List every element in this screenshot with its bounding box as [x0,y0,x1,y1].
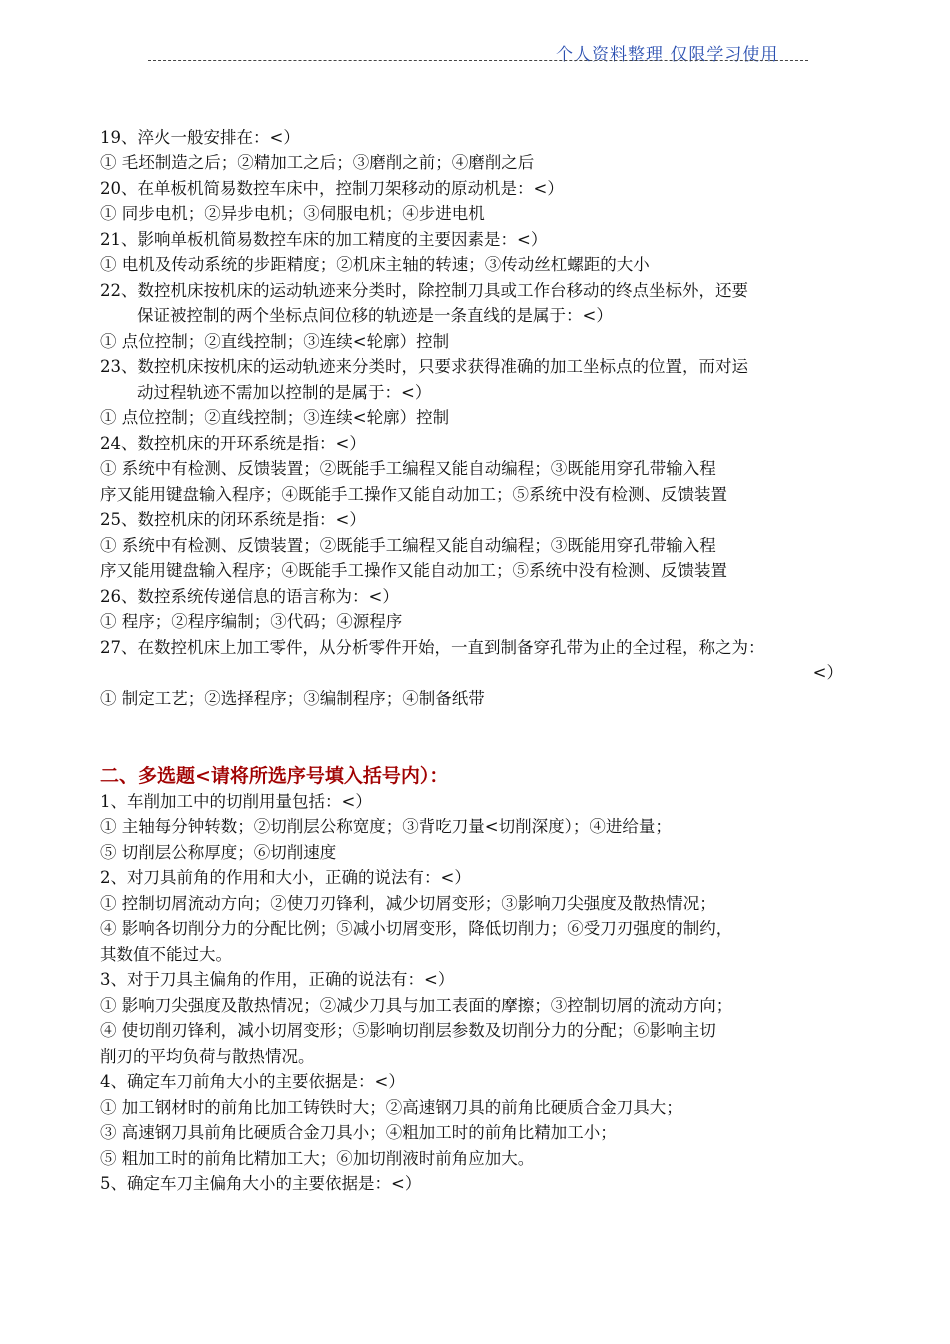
page-header: 个人资料整理 仅限学习使用 [556,45,779,65]
question-22: 22、数控机床按机床的运动轨迹来分类时，除控制刀具或工作台移动的终点坐标外，还要 [100,281,748,300]
mq-2-options: ① 控制切屑流动方向；②使刀刃锋利，减少切屑变形；③影响刀尖强度及散热情况； [100,894,716,913]
question-25: 25、数控机床的闭环系统是指：<） [100,510,366,529]
options-22: ① 点位控制；②直线控制；③连续<轮廓）控制 [100,332,450,351]
question-27: 27、在数控机床上加工零件，从分析零件开始，一直到制备穿孔带为止的全过程，称之为： [100,638,765,657]
options-25: ① 系统中有检测、反馈装置；②既能手工编程又能自动编程；③既能用穿孔带输入程 [100,536,716,555]
question-24: 24、数控机床的开环系统是指：<） [100,434,366,453]
question-27-blank: <） [812,663,843,682]
question-19: 19、淬火一般安排在：<） [100,128,300,147]
mq-1-options: ① 主轴每分钟转数；②切削层公称宽度；③背吃刀量<切削深度）；④进给量； [100,817,672,836]
mq-3-options-cont2: 削刃的平均负荷与散热情况。 [100,1047,315,1066]
mq-3-options: ① 影响刀尖强度及散热情况；②减少刀具与加工表面的摩擦；③控制切屑的流动方向； [100,996,733,1015]
question-23-cont: 动过程轨迹不需加以控制的是属于：<） [137,383,432,402]
mq-4-options-cont2: ⑤ 粗加工时的前角比精加工大；⑥加切削液时前角应加大。 [100,1149,535,1168]
mq-4-options-cont: ③ 高速钢刀具前角比硬质合金刀具小；④粗加工时的前角比精加工小； [100,1123,617,1142]
options-21: ① 电机及传动系统的步距精度；②机床主轴的转速；③传动丝杠螺距的大小 [100,255,650,274]
header-divider [148,60,808,61]
options-27: ① 制定工艺；②选择程序；③编制程序；④制备纸带 [100,689,485,708]
options-24: ① 系统中有检测、反馈装置；②既能手工编程又能自动编程；③既能用穿孔带输入程 [100,459,716,478]
mq-3-options-cont: ④ 使切削刃锋利，减小切屑变形；⑤影响切削层参数及切削分力的分配；⑥影响主切 [100,1021,716,1040]
section-heading-multi: 二、多选题<请将所选序号填入括号内）： [100,765,449,787]
mq-5: 5、确定车刀主偏角大小的主要依据是：<） [100,1174,422,1193]
question-20: 20、在单板机简易数控车床中，控制刀架移动的原动机是：<） [100,179,564,198]
mq-2: 2、对刀具前角的作用和大小，正确的说法有：<） [100,868,471,887]
question-26: 26、数控系统传递信息的语言称为：<） [100,587,399,606]
mq-3: 3、对于刀具主偏角的作用，正确的说法有：<） [100,970,455,989]
options-23: ① 点位控制；②直线控制；③连续<轮廓）控制 [100,408,450,427]
mq-2-options-cont: ④ 影响各切削分力的分配比例；⑤减小切屑变形，降低切削力；⑥受刀刃强度的制约， [100,919,733,938]
question-21: 21、影响单板机简易数控车床的加工精度的主要因素是：<） [100,230,548,249]
mq-2-options-cont2: 其数值不能过大。 [100,945,232,964]
options-19: ① 毛坯制造之后；②精加工之后；③磨削之前；④磨削之后 [100,153,535,172]
options-25-cont: 序又能用键盘输入程序；④既能手工操作又能自动加工；⑤系统中没有检测、反馈装置 [100,561,727,580]
options-24-cont: 序又能用键盘输入程序；④既能手工操作又能自动加工；⑤系统中没有检测、反馈装置 [100,485,727,504]
mq-4-options: ① 加工钢材时的前角比加工铸铁时大；②高速钢刀具的前角比硬质合金刀具大； [100,1098,683,1117]
question-22-cont: 保证被控制的两个坐标点间位移的轨迹是一条直线的是属于：<） [137,306,613,325]
question-23: 23、数控机床按机床的运动轨迹来分类时，只要求获得准确的加工坐标点的位置，而对运 [100,357,748,376]
mq-4: 4、确定车刀前角大小的主要依据是：<） [100,1072,405,1091]
mq-1: 1、车削加工中的切削用量包括：<） [100,792,372,811]
options-26: ① 程序；②程序编制；③代码；④源程序 [100,612,403,631]
mq-1-options-cont: ⑤ 切削层公称厚度；⑥切削速度 [100,843,337,862]
options-20: ① 同步电机；②异步电机；③伺服电机；④步进电机 [100,204,485,223]
